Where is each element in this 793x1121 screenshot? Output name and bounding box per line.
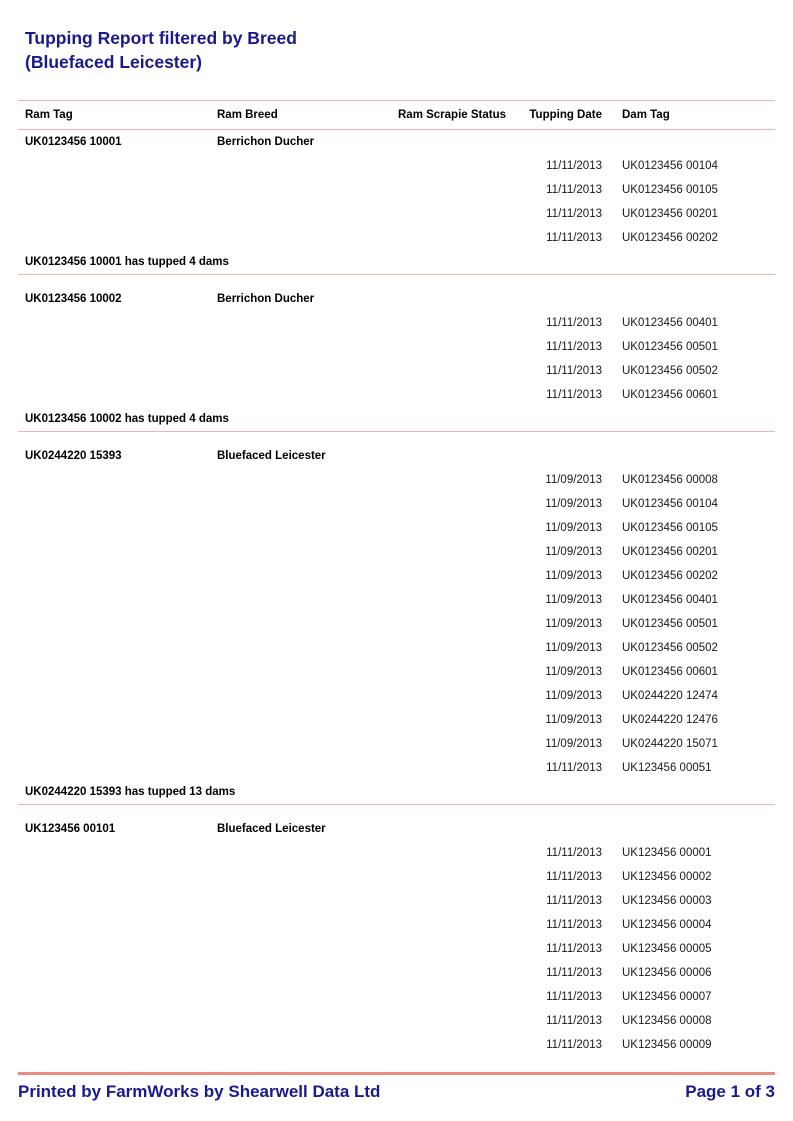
dam-tag-cell: UK123456 00003: [622, 895, 712, 907]
footer-page-number: Page 1 of 3: [685, 1082, 775, 1101]
table-row: [0, 311, 793, 335]
tupping-date-cell: 11/11/2013: [546, 232, 602, 244]
dam-tag-cell: UK0123456 00501: [622, 341, 718, 353]
ram-section: [0, 432, 793, 805]
dam-tag-cell: UK0123456 00502: [622, 365, 718, 377]
table-row: [0, 1033, 793, 1057]
ram-breed-cell: Berrichon Ducher: [217, 136, 315, 148]
ram-row: [0, 444, 793, 468]
ram-section: [0, 130, 793, 275]
column-header-ram-scrapie-status: Ram Scrapie Status: [398, 109, 507, 121]
report-title: [25, 26, 793, 74]
tupping-date-cell: 11/09/2013: [545, 690, 602, 702]
dam-tag-cell: UK0244220 12476: [622, 714, 718, 726]
table-row: [0, 937, 793, 961]
footer-printed-by: Printed by FarmWorks by Shearwell Data Ltd: [18, 1082, 381, 1101]
table-row: [0, 708, 793, 732]
dam-tag-cell: UK0123456 00201: [622, 208, 718, 220]
report-title-line2: (Bluefaced Leicester): [25, 52, 203, 72]
ram-row: [0, 287, 793, 311]
table-row: [0, 913, 793, 937]
tupping-date-cell: 11/09/2013: [545, 546, 602, 558]
tupping-date-cell: 11/09/2013: [545, 642, 602, 654]
ram-breed-cell: Bluefaced Leicester: [217, 450, 326, 462]
dam-tag-cell: UK123456 00051: [622, 762, 712, 774]
tupping-date-cell: 11/11/2013: [546, 871, 602, 883]
section-summary: UK0123456 10002 has tupped 4 dams: [25, 413, 229, 425]
table-row: [0, 540, 793, 564]
table-row: [0, 636, 793, 660]
ram-tag-cell: UK123456 00101: [25, 823, 116, 835]
table-header-row: [0, 101, 793, 129]
ram-section: [0, 275, 793, 432]
dam-tag-cell: UK123456 00007: [622, 991, 712, 1003]
table-row: [0, 985, 793, 1009]
dam-tag-cell: UK0123456 00201: [622, 546, 718, 558]
ram-breed-cell: Bluefaced Leicester: [217, 823, 326, 835]
table-row: [0, 865, 793, 889]
dam-tag-cell: UK123456 00008: [622, 1015, 712, 1027]
tupping-date-cell: 11/11/2013: [546, 341, 602, 353]
tupping-date-cell: 11/09/2013: [545, 474, 602, 486]
tupping-date-cell: 11/11/2013: [546, 365, 602, 377]
dam-tag-cell: UK0123456 00008: [622, 474, 718, 486]
tupping-date-cell: 11/11/2013: [546, 1039, 602, 1051]
tupping-date-cell: 11/11/2013: [546, 895, 602, 907]
tupping-date-cell: 11/11/2013: [546, 943, 602, 955]
report-title-line1: Tupping Report filtered by Breed: [25, 28, 297, 48]
column-header-ram-tag: Ram Tag: [25, 109, 73, 121]
tupping-date-cell: 11/11/2013: [546, 967, 602, 979]
section-summary: UK0123456 10001 has tupped 4 dams: [25, 256, 229, 268]
dam-tag-cell: UK0123456 00401: [622, 594, 718, 606]
dam-tag-cell: UK0123456 00105: [622, 184, 718, 196]
tupping-date-cell: 11/09/2013: [545, 570, 602, 582]
table-row: [0, 612, 793, 636]
dam-tag-cell: UK0123456 00501: [622, 618, 718, 630]
table-row: [0, 178, 793, 202]
table-row: [0, 841, 793, 865]
tupping-date-cell: 11/11/2013: [546, 762, 602, 774]
table-row: [0, 732, 793, 756]
table-row: [0, 226, 793, 250]
table-row: [0, 492, 793, 516]
ram-row: [0, 817, 793, 841]
column-header-dam-tag: Dam Tag: [622, 109, 670, 121]
dam-tag-cell: UK0123456 00104: [622, 160, 718, 172]
section-summary: UK0244220 15393 has tupped 13 dams: [25, 786, 236, 798]
table-row: [0, 889, 793, 913]
dam-tag-cell: UK123456 00009: [622, 1039, 712, 1051]
tupping-date-cell: 11/11/2013: [546, 991, 602, 1003]
table-row: [0, 516, 793, 540]
table-row: [0, 1009, 793, 1033]
table-row: [0, 202, 793, 226]
table-row: [0, 359, 793, 383]
dam-tag-cell: UK0123456 00202: [622, 232, 718, 244]
tupping-date-cell: 11/11/2013: [546, 184, 602, 196]
ram-row: [0, 130, 793, 154]
tupping-date-cell: 11/11/2013: [546, 847, 602, 859]
table-row: [0, 154, 793, 178]
dam-tag-cell: UK0123456 00601: [622, 666, 718, 678]
table-row: [0, 961, 793, 985]
tupping-date-cell: 11/11/2013: [546, 208, 602, 220]
dam-tag-cell: UK0123456 00104: [622, 498, 718, 510]
dam-tag-cell: UK0244220 15071: [622, 738, 718, 750]
tupping-date-cell: 11/09/2013: [545, 522, 602, 534]
dam-tag-cell: UK123456 00005: [622, 943, 712, 955]
dam-tag-cell: UK0123456 00601: [622, 389, 718, 401]
ram-breed-cell: Berrichon Ducher: [217, 293, 315, 305]
dam-tag-cell: UK123456 00002: [622, 871, 712, 883]
tupping-date-cell: 11/09/2013: [545, 714, 602, 726]
dam-tag-cell: UK0123456 00502: [622, 642, 718, 654]
report-footer: [18, 1081, 775, 1103]
tupping-date-cell: 11/11/2013: [546, 1015, 602, 1027]
tupping-date-cell: 11/09/2013: [545, 594, 602, 606]
ram-tag-cell: UK0123456 10001: [25, 136, 122, 148]
table-row: [0, 335, 793, 359]
table-row: [0, 468, 793, 492]
tupping-date-cell: 11/11/2013: [546, 160, 602, 172]
ram-tag-cell: UK0123456 10002: [25, 293, 122, 305]
column-header-tupping-date: Tupping Date: [529, 109, 602, 121]
dam-tag-cell: UK123456 00006: [622, 967, 712, 979]
dam-tag-cell: UK0244220 12474: [622, 690, 718, 702]
table-row: [0, 588, 793, 612]
dam-tag-cell: UK0123456 00401: [622, 317, 718, 329]
table-row: [0, 756, 793, 780]
report-body: [0, 130, 793, 1057]
dam-tag-cell: UK0123456 00202: [622, 570, 718, 582]
ram-section: [0, 805, 793, 1057]
tupping-date-cell: 11/11/2013: [546, 919, 602, 931]
dam-tag-cell: UK0123456 00105: [622, 522, 718, 534]
footer-rule: [18, 1072, 775, 1075]
tupping-date-cell: 11/09/2013: [545, 738, 602, 750]
tupping-date-cell: 11/09/2013: [545, 498, 602, 510]
column-header-ram-breed: Ram Breed: [217, 109, 278, 121]
ram-tag-cell: UK0244220 15393: [25, 450, 122, 462]
table-row: [0, 684, 793, 708]
table-row: [0, 383, 793, 407]
dam-tag-cell: UK123456 00001: [622, 847, 712, 859]
table-row: [0, 564, 793, 588]
table-row: [0, 660, 793, 684]
tupping-date-cell: 11/11/2013: [546, 317, 602, 329]
tupping-date-cell: 11/09/2013: [545, 666, 602, 678]
tupping-date-cell: 11/11/2013: [546, 389, 602, 401]
tupping-date-cell: 11/09/2013: [545, 618, 602, 630]
dam-tag-cell: UK123456 00004: [622, 919, 712, 931]
